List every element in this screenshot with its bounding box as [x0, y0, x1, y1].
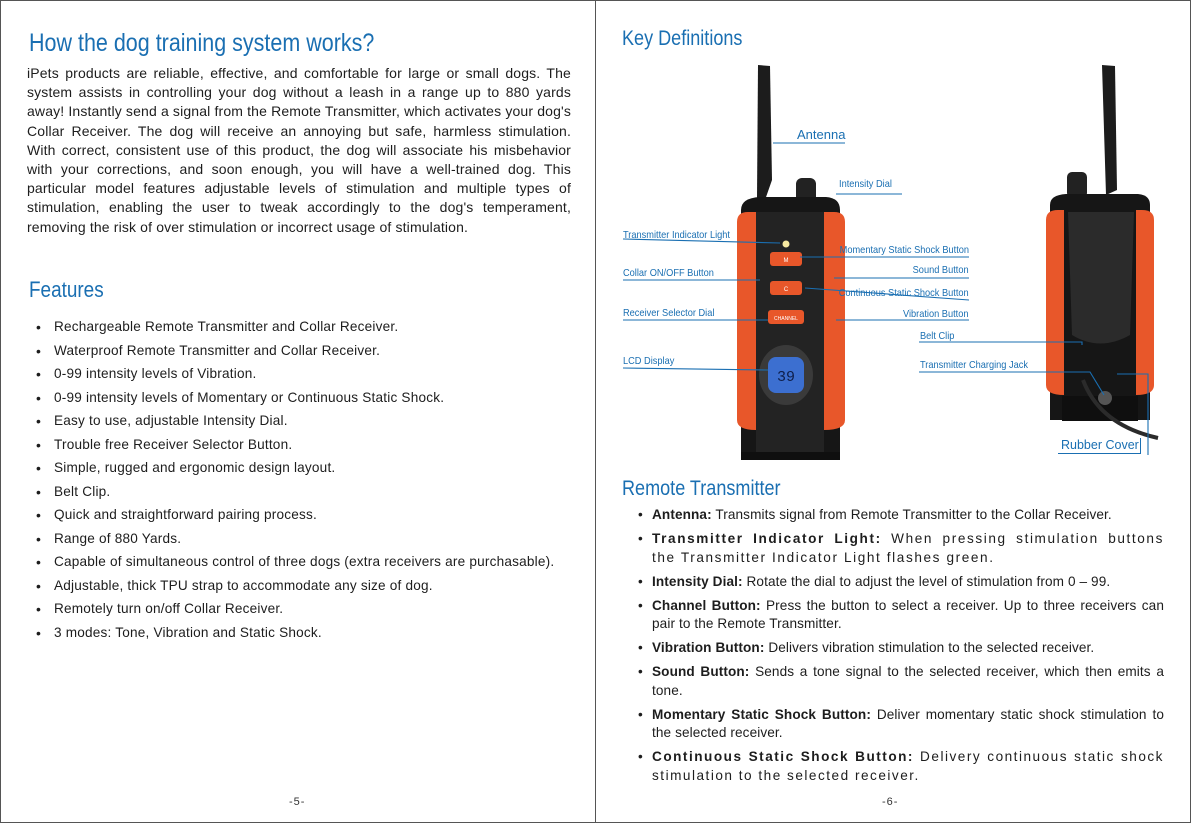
- definition-text: Delivers vibration stimulation to the selected receiver.: [764, 640, 1095, 655]
- definition-term: Continuous Static Shock Button:: [652, 749, 914, 764]
- lcd-value: 39: [776, 369, 796, 386]
- definition-text: Press the button to select a receiver. Up to three receivers can pair to the Remote Transmitter.: [652, 597, 1164, 631]
- definition-item: [638, 706, 1164, 743]
- page-number-right: -6-: [882, 796, 899, 808]
- definition-item: [638, 663, 1164, 700]
- feature-item: • 3 modes: Tone, Vibration and Static Shock.: [36, 624, 554, 648]
- definition-item: [638, 748, 1164, 785]
- definition-text: Sends a tone signal to the selected receiver, which then emits a tone.: [652, 664, 1165, 698]
- rubber-cover-label: Rubber Cover: [1058, 438, 1141, 454]
- feature-item: • Belt Clip.: [36, 483, 554, 507]
- feature-item: • Adjustable, thick TPU strap to accommodate any size of dog.: [36, 577, 554, 601]
- definition-term: Vibration Button:: [652, 640, 765, 655]
- feature-item: • Trouble free Receiver Selector Button.: [36, 436, 554, 460]
- definition-item: [638, 639, 1164, 658]
- definition-term: Momentary Static Shock Button:: [652, 706, 871, 722]
- receiver-selector-dial-label: Receiver Selector Dial: [623, 307, 715, 319]
- vibration-button-label: Vibration Button: [903, 308, 969, 320]
- transmitter-back-illustration: [1046, 65, 1158, 438]
- definition-item: [638, 597, 1164, 634]
- transmitter-front-illustration: [737, 65, 845, 460]
- page-number-left: -5-: [289, 796, 306, 808]
- feature-item: • Remotely turn on/off Collar Receiver.: [36, 600, 554, 624]
- feature-item: • Easy to use, adjustable Intensity Dial.: [36, 412, 554, 436]
- antenna-label: Antenna: [797, 127, 846, 142]
- lcd-display-label: LCD Display: [623, 355, 675, 367]
- feature-item: • Rechargeable Remote Transmitter and Collar Receiver.: [36, 318, 554, 342]
- sound-button-label: Sound Button: [912, 264, 969, 276]
- definition-term: Transmitter Indicator Light:: [652, 531, 882, 546]
- definitions-list: [638, 506, 1164, 791]
- definition-item: [638, 573, 1164, 592]
- intro-paragraph: iPets products are reliable, effective, and comfortable for large or small dogs. The system assists in controlling your dog without a leash in a range up to 880 yards away! Instantly send a signal from the Remote Transmitter, which activates your dog's Collar Receiver. The dog will receive an annoying but safe, harmless stimulation. With correct, consistent use of this product, the dog will associate his misbehavior with your corrections, and soon enough, you will have a well-trained dog. This particular model features adjustable levels of stimulation and multiple types of stimulation, enabling the user to tweak accordingly to the dog's temperament, removing the risk of over stimulation or incorrect usage of stimulation.: [27, 65, 571, 235]
- definition-term: Sound Button:: [652, 664, 750, 679]
- feature-item: • Simple, rugged and ergonomic design layout.: [36, 459, 554, 483]
- definition-text: Deliver momentary static shock stimulation to the selected receiver.: [652, 706, 1165, 740]
- key-definitions-heading: Key Definitions: [622, 27, 743, 50]
- channel-button-label: CHANNEL: [774, 316, 798, 322]
- definition-term: Intensity Dial:: [652, 573, 743, 589]
- momentary-static-shock-button-label: Momentary Static Shock Button: [839, 244, 969, 256]
- definition-text: Delivery continuous static shock stimulation to the selected receiver.: [652, 749, 1164, 783]
- definition-text: Rotate the dial to adjust the level of stimulation from 0 – 99.: [742, 573, 1111, 589]
- definition-text: When pressing stimulation buttons the Transmitter Indicator Light flashes green.: [652, 531, 1164, 565]
- button-m-label: M: [783, 258, 789, 264]
- transmitter-charging-jack-label: Transmitter Charging Jack: [920, 359, 1029, 371]
- feature-item: • Quick and straightforward pairing process.: [36, 506, 554, 530]
- definition-item: [638, 506, 1164, 525]
- features-heading: Features: [29, 277, 104, 302]
- feature-item: • 0-99 intensity levels of Vibration.: [36, 365, 554, 389]
- continuous-static-shock-button-label: Continuous Static Shock Button: [839, 287, 969, 299]
- feature-item: • Range of 880 Yards.: [36, 530, 554, 554]
- definition-term: Channel Button:: [652, 597, 761, 613]
- belt-clip-label: Belt Clip: [920, 330, 955, 342]
- button-c-label: C: [783, 287, 789, 293]
- collar-on-off-button-label: Collar ON/OFF Button: [623, 267, 714, 279]
- definition-term: Antenna:: [652, 507, 712, 522]
- transmitter-indicator-light-label: Transmitter Indicator Light: [623, 229, 730, 241]
- features-list: [36, 318, 554, 647]
- intensity-dial-label: Intensity Dial: [839, 178, 892, 190]
- definition-item: [638, 530, 1164, 567]
- feature-item: • Waterproof Remote Transmitter and Collar Receiver.: [36, 342, 554, 366]
- definition-text: Transmits signal from Remote Transmitter to the Collar Receiver.: [711, 507, 1112, 522]
- feature-item: • Capable of simultaneous control of three dogs (extra receivers are purchasable).: [36, 553, 554, 577]
- page-title: How the dog training system works?: [29, 29, 375, 57]
- remote-transmitter-heading: Remote Transmitter: [622, 477, 781, 500]
- feature-item: • 0-99 intensity levels of Momentary or Continuous Static Shock.: [36, 389, 554, 413]
